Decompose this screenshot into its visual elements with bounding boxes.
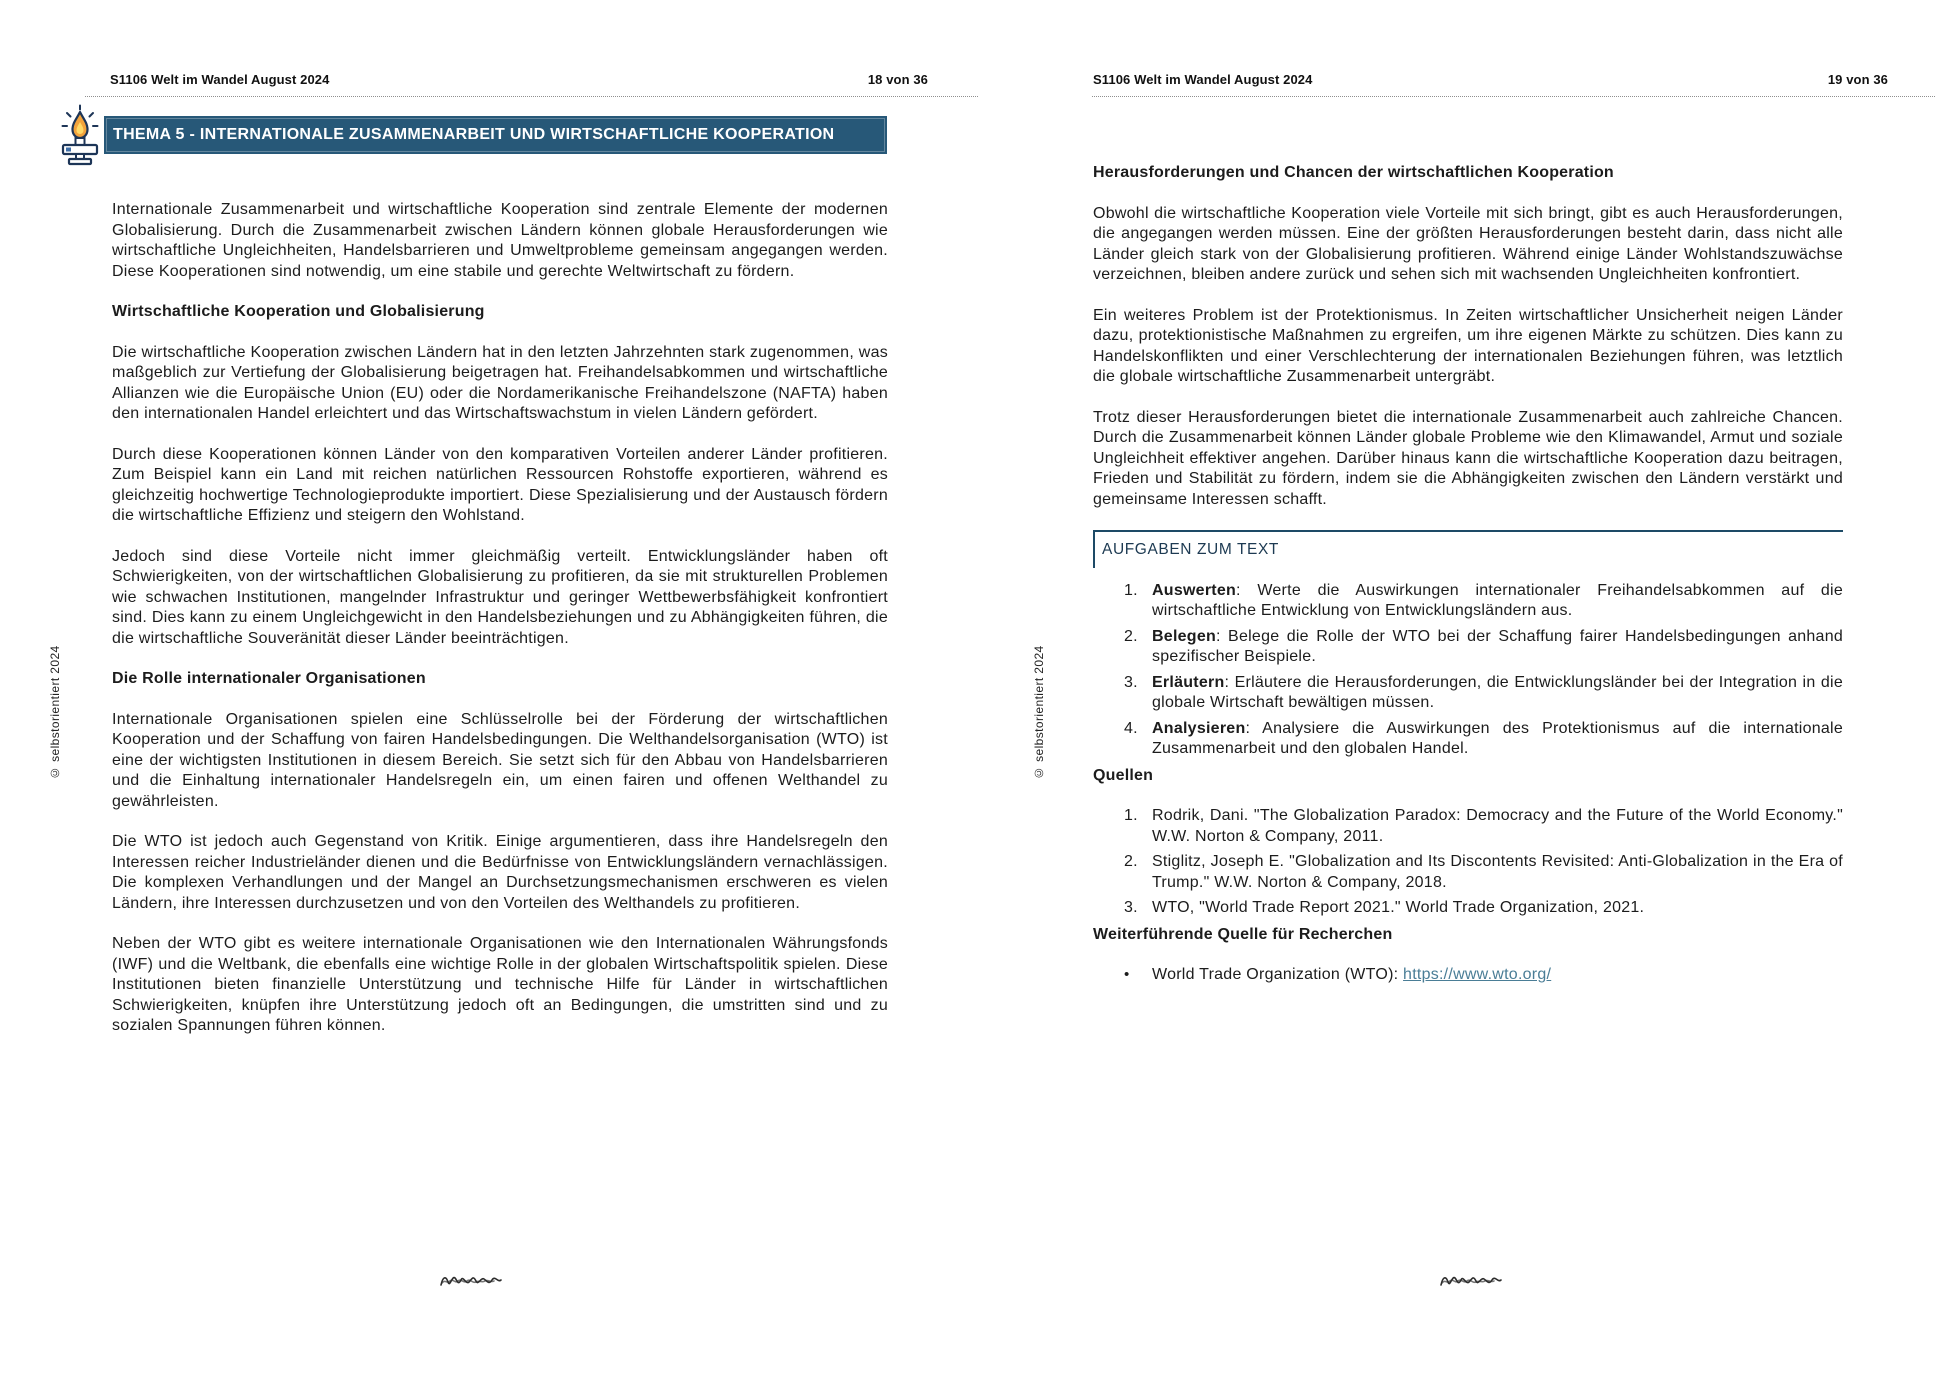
header-doc-title: S1106 Welt im Wandel August 2024 <box>110 72 330 87</box>
paragraph: Neben der WTO gibt es weitere internationale Organisationen wie den Internationalen Währungsfonds (IWF) und die Weltbank, die ebenfalls eine wichtige Rolle in der globalen Wirtschaftspolitik spielen. Diese Institutionen bieten finanzielle Unterstützung und technische Hilfe für Länder in wirtschaftlichen Schwierigkeiten, knüpfen ihre Unterstützung jedoch oft an Bedingungen, die umstritten sind und zu sozialen Spannungen führen können. <box>112 935 888 1034</box>
further-source-item <box>1093 965 1843 986</box>
tasks-list <box>1093 581 1843 760</box>
section-heading: Herausforderungen und Chancen der wirtschaftlichen Kooperation <box>1093 164 1614 181</box>
source-number: 3. <box>1124 899 1138 916</box>
task-item <box>1093 673 1843 714</box>
header-page-number: 19 von 36 <box>1827 72 1888 87</box>
page-header <box>110 72 928 87</box>
task-text <box>1152 719 1843 760</box>
tasks-section-title: AUFGABEN ZUM TEXT <box>1102 541 1279 558</box>
task-rest: : Erläutere die Herausforderungen, die Entwicklungsländer bei der Integration in die globale Wirtschaft bewältigen müssen. <box>1152 673 1843 711</box>
section-heading: Die Rolle internationaler Organisationen <box>112 670 426 687</box>
sources-heading: Quellen <box>1093 766 1154 784</box>
paragraph: Durch diese Kooperationen können Länder von den komparativen Vorteilen anderer Länder profitieren. Zum Beispiel kann ein Land mit reichen natürlichen Ressourcen Rohstoffe exportieren, während es gleichzeitig hochwertige Technologieprodukte importiert. Diese Spezialisierung und der Austausch fördern die wirtschaftliche Effizienz und steigern den Wohlstand. <box>112 445 888 524</box>
task-item <box>1093 627 1843 668</box>
task-number: 1. <box>1124 581 1138 599</box>
task-item <box>1093 581 1843 622</box>
paragraph: Die wirtschaftliche Kooperation zwischen Ländern hat in den letzten Jahrzehnten stark zugenommen, was maßgeblich zur Vertiefung der Globalisierung beigetragen hat. Freihandelsabkommen und wirtschaftliche Allianzen wie die Europäische Union (EU) oder die Nordamerikanische Freihandelszone (NAFTA) haben den internationalen Handel erleichtert und das Wirtschaftswachstum in vielen Ländern gefördert. <box>112 343 888 422</box>
paragraph: Jedoch sind diese Vorteile nicht immer gleichmäßig verteilt. Entwicklungsländer haben oft Schwierigkeiten, von der wirtschaftlichen Globalisierung zu profitieren, da sie mit strukturellen Problemen wie schwachen Institutionen, mangelnder Infrastruktur und geringer Wettbewerbsfähigkeit konfrontiert sind. Dies kann zu einem Ungleichgewicht in den Handelsbeziehungen und zu Abhängigkeiten führen, die die wirtschaftliche Souveränität dieser Länder beeinträchtigen. <box>112 547 888 647</box>
source-text: Stiglitz, Joseph E. "Globalization and Its Discontents Revisited: Anti-Globalization in the Era of Trump." W.W. Norton & Company, 2018. <box>1152 853 1843 891</box>
candle-idea-icon <box>56 104 104 170</box>
copyright-vertical: © selbstorientiert 2024 <box>48 645 62 781</box>
task-item <box>1093 719 1843 760</box>
topic-banner <box>104 116 887 154</box>
source-number: 1. <box>1124 807 1138 824</box>
task-text <box>1152 627 1843 668</box>
task-lead: Belegen <box>1152 627 1216 645</box>
task-rest: : Analysiere die Auswirkungen des Protektionismus auf die internationale Zusammenarbeit und den globalen Handel. <box>1152 719 1843 757</box>
task-rest: : Werte die Auswirkungen internationaler Freihandelsabkommen auf die wirtschaftliche Entwicklung von Entwicklungsländern aus. <box>1152 581 1843 619</box>
task-lead: Analysieren <box>1152 719 1246 737</box>
signature-squiggle <box>1438 1270 1504 1292</box>
task-number: 2. <box>1124 627 1138 645</box>
task-text <box>1152 673 1843 714</box>
further-source-text <box>1152 965 1843 986</box>
task-number: 4. <box>1124 719 1138 737</box>
source-item <box>1093 852 1843 893</box>
source-text: WTO, "World Trade Report 2021." World Trade Organization, 2021. <box>1152 899 1645 916</box>
sources-list <box>1093 806 1843 919</box>
source-item <box>1093 898 1843 919</box>
header-divider <box>1092 96 1935 97</box>
source-item <box>1093 806 1843 847</box>
paragraph: Internationale Organisationen spielen eine Schlüsselrolle bei der Förderung der wirtschaftlichen Kooperation und der Schaffung von fairen Handelsbedingungen. Die Welthandelsorganisation (WTO) ist eine der wichtigsten Institutionen in diesem Bereich. Sie setzt sich für den Abbau von Handelsbarrieren und die Einhaltung internationaler Handelsregeln ein, um einen fairen und offenen Welthandel zu gewährleisten. <box>112 710 888 810</box>
signature-squiggle <box>438 1270 504 1292</box>
topic-banner-title: THEMA 5 - INTERNATIONALE ZUSAMMENARBEIT UND WIRTSCHAFTLICHE KOOPERATION <box>113 126 835 143</box>
header-divider <box>85 96 978 97</box>
page-header <box>1093 72 1888 87</box>
paragraph: Die WTO ist jedoch auch Gegenstand von Kritik. Einige argumentieren, dass ihre Handelsregeln den Interessen reicher Industrieländer dienen und die Bedürfnisse von Entwicklungsländern vernachlässigen. Die komplexen Verhandlungen und der Mangel an Durchsetzungsmechanismen erschweren es vielen Ländern, ihre Interessen durchzusetzen und von den Vorteilen des Welthandels zu profitieren. <box>112 833 888 912</box>
paragraph: Ein weiteres Problem ist der Protektionismus. In Zeiten wirtschaftlicher Unsicherheit neigen Länder dazu, protektionistische Maßnahmen zu ergreifen, um ihre eigenen Märkte zu schützen. Dies kann zu Handelskonflikten und einer Verschlechterung der internationalen Beziehungen führen, was letztlich die globale wirtschaftliche Zusammenarbeit untergräbt. <box>1093 306 1843 385</box>
header-page-number: 18 von 36 <box>867 72 928 87</box>
source-text: Rodrik, Dani. "The Globalization Paradox: Democracy and the Future of the World Economy." W.W. Norton & Company, 2011. <box>1152 807 1843 845</box>
copyright-vertical: © selbstorientiert 2024 <box>1032 645 1046 781</box>
bullet-marker: • <box>1124 966 1130 983</box>
page-18-body <box>112 200 888 1057</box>
page-19 <box>980 0 1960 1387</box>
task-text <box>1152 581 1843 622</box>
wto-link[interactable]: https://www.wto.org/ <box>1403 966 1552 983</box>
paragraph: Internationale Zusammenarbeit und wirtschaftliche Kooperation sind zentrale Elemente der modernen Globalisierung. Durch die Zusammenarbeit zwischen Ländern können globale Herausforderungen wie wirtschaftliche Ungleichheiten, Handelsbarrieren und Umweltprobleme gemeinsam angegangen werden. Diese Kooperationen sind notwendig, um eine stabile und gerechte Weltwirtschaft zu fördern. <box>112 201 888 280</box>
source-number: 2. <box>1124 853 1138 870</box>
page-19-body <box>1093 163 1843 991</box>
task-lead: Auswerten <box>1152 581 1237 599</box>
task-lead: Erläutern <box>1152 673 1225 691</box>
tasks-section-box <box>1093 530 1843 563</box>
task-number: 3. <box>1124 673 1138 691</box>
header-doc-title: S1106 Welt im Wandel August 2024 <box>1093 72 1313 87</box>
paragraph: Obwohl die wirtschaftliche Kooperation viele Vorteile mit sich bringt, gibt es auch Herausforderungen, die angegangen werden müssen. Eine der größten Herausforderungen besteht darin, dass nicht alle Länder gleich stark von der Globalisierung profitieren. Während einige Länder Wohlstandszuwächse verzeichnen, bleiben andere zurück und sehen sich mit wachsenden Ungleichheiten konfrontiert. <box>1093 204 1843 283</box>
section-heading: Wirtschaftliche Kooperation und Globalisierung <box>112 303 485 320</box>
task-rest: : Belege die Rolle der WTO bei der Schaffung fairer Handelsbedingungen anhand spezifischer Beispiele. <box>1152 627 1843 665</box>
paragraph: Trotz dieser Herausforderungen bietet die internationale Zusammenarbeit auch zahlreiche Chancen. Durch die Zusammenarbeit können Länder globale Probleme wie den Klimawandel, Armut und soziale Ungleichheit effektiver angehen. Darüber hinaus kann die wirtschaftliche Kooperation dazu beitragen, Frieden und Stabilität zu fördern, indem sie die Abhängigkeiten zwischen den Ländern verstärkt und gemeinsame Interessen schafft. <box>1093 408 1843 508</box>
further-sources-heading: Weiterführende Quelle für Recherchen <box>1093 925 1393 943</box>
further-source-label: World Trade Organization (WTO): <box>1152 966 1404 983</box>
